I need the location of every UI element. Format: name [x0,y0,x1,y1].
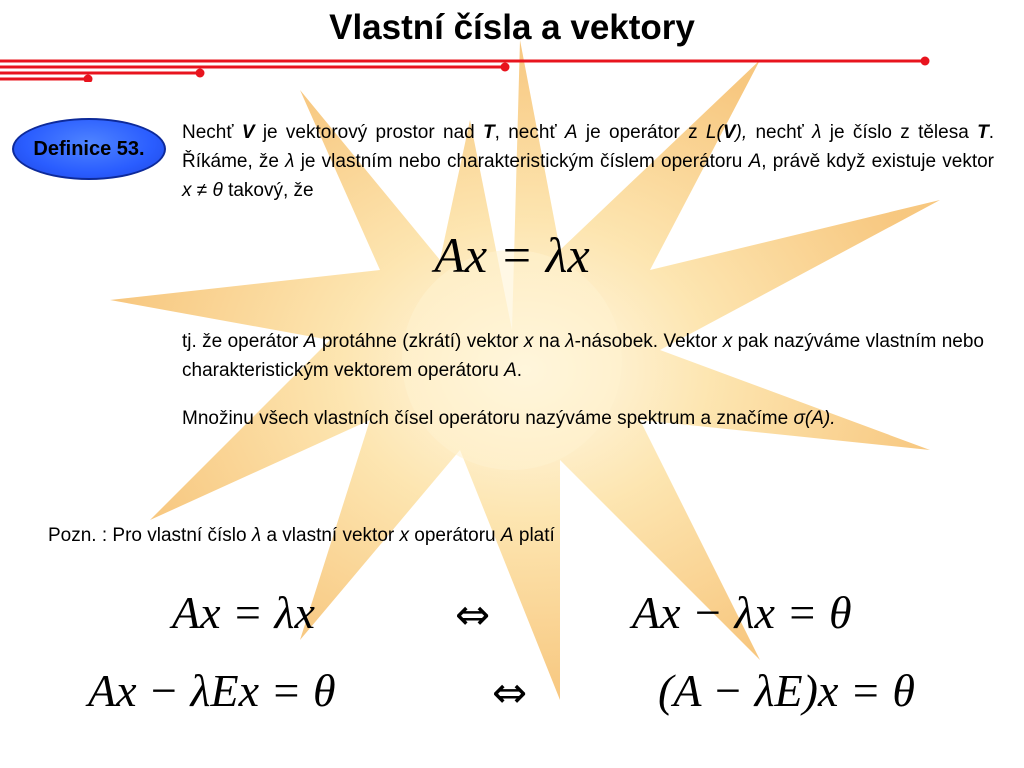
equivalence-arrow-icon: ⇔ [492,668,528,717]
equation-row1-right: Ax − λx = θ [632,587,852,638]
definition-paragraph: Nechť V je vektorový prostor nad T, nechť A je operátor z L(V), nechť λ je číslo z tělesa T. Říkáme, že λ je vlastním nebo charakteristickým číslem operátoru A, právě když existuje vektor x ≠ θ takový, že [182,122,994,201]
equation-row2-left: Ax − λEx = θ [88,665,336,716]
title-underline-decoration [0,52,940,82]
equation-row1-left: Ax = λx [172,587,315,638]
equivalence-arrow-icon: ⇔ [455,590,491,639]
equation-row2-right: (A − λE)x = θ [658,665,916,716]
spectrum-paragraph: Množinu všech vlastních čísel operátoru nazýváme spektrum a značíme σ(A). [182,408,836,429]
eigen-equation: Ax = λx [434,227,590,283]
definition-badge: Definice 53. [12,118,166,180]
explanation-paragraph: tj. že operátor A protáhne (zkrátí) vektor x na λ-násobek. Vektor x pak nazýváme vlastním nebo charakteristickým vektorem operátoru A. [182,331,984,381]
note-line: Pozn. : Pro vlastní číslo λ a vlastní vektor x operátoru A platí [48,525,555,546]
page-title: Vlastní čísla a vektory [329,8,695,47]
